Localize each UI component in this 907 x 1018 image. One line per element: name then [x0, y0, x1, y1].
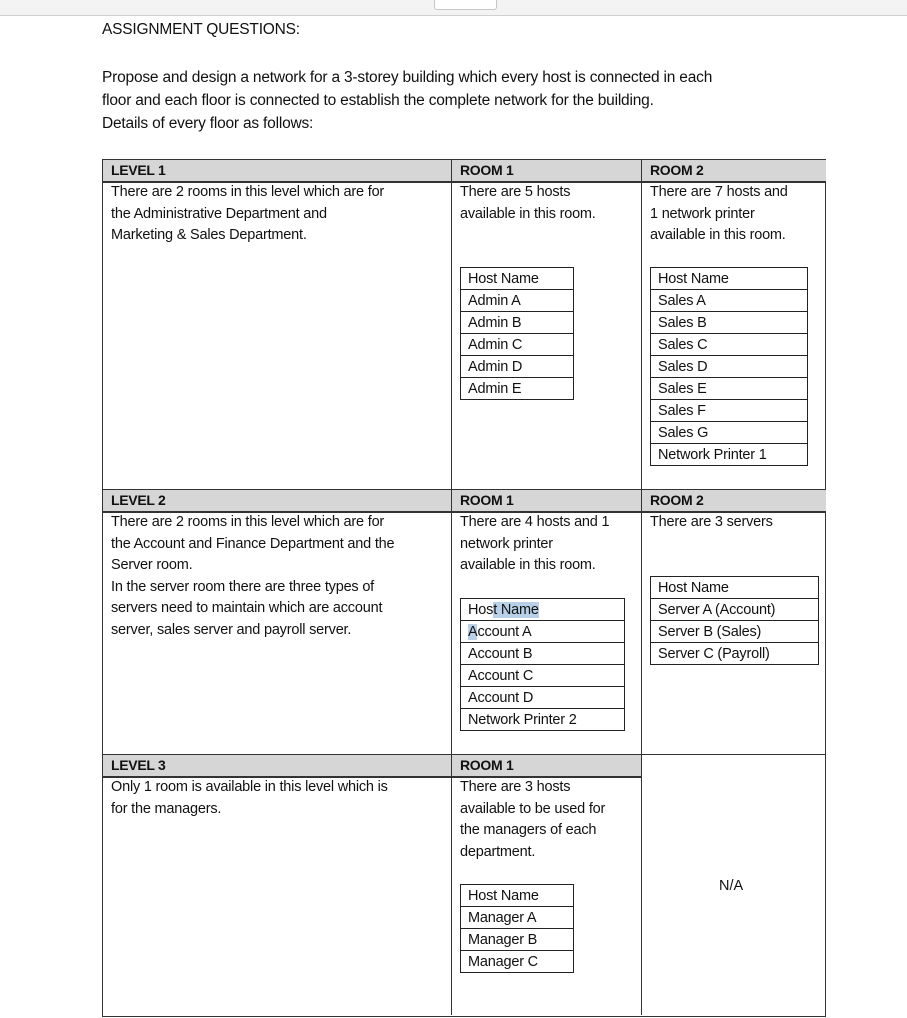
host-table-header: Host Name	[461, 885, 574, 907]
host-cell: Sales C	[651, 334, 808, 356]
page-heading: ASSIGNMENT QUESTIONS:	[102, 21, 300, 38]
host-cell: Account A	[461, 621, 625, 643]
host-cell: Admin B	[461, 312, 574, 334]
intro-line: floor and each floor is connected to establish the complete network for the building.	[102, 92, 654, 109]
host-cell: Manager B	[461, 929, 574, 951]
text-selection[interactable]: A	[468, 623, 478, 640]
host-cell: Server B (Sales)	[651, 621, 819, 643]
host-cell: Sales D	[651, 356, 808, 378]
host-cell: Network Printer 2	[461, 709, 625, 731]
level-1-room-2-header: ROOM 2	[642, 160, 826, 181]
level-1-room-2-description: There are 7 hosts and 1 network printer available in this room.	[650, 184, 788, 243]
host-cell: Server C (Payroll)	[651, 643, 819, 665]
host-cell: Server A (Account)	[651, 599, 819, 621]
level-3-room-1-description: There are 3 hosts available to be used for the managers of each department.	[460, 779, 606, 860]
intro-line: Propose and design a network for a 3-storey building which every host is connected in each	[102, 69, 713, 86]
host-cell: Network Printer 1	[651, 444, 808, 466]
host-cell: Account D	[461, 687, 625, 709]
level-3-room-1-header: ROOM 1	[452, 755, 641, 776]
toolbar-tab[interactable]	[434, 0, 497, 10]
level-2-room-1-header: ROOM 1	[452, 490, 641, 511]
level-2-header: LEVEL 2	[103, 490, 451, 511]
level-2-room-2-header: ROOM 2	[642, 490, 826, 511]
host-cell: Manager C	[461, 951, 574, 973]
level-3-room-2-na: N/A	[719, 878, 744, 894]
level-1-description: There are 2 rooms in this level which are for the Administrative Department and Marketing & Sales Department.	[111, 184, 385, 243]
host-cell: Sales E	[651, 378, 808, 400]
level-2-description: There are 2 rooms in this level which are for the Account and Finance Department and the Server room. In the server room there are three types of servers need to maintain which are account server, sales server and payroll server.	[111, 514, 395, 638]
host-table-header: Host Name	[651, 577, 819, 599]
level-1-room-1-description: There are 5 hosts available in this room.	[460, 184, 596, 222]
host-cell: Sales A	[651, 290, 808, 312]
level-2-room-1-description: There are 4 hosts and 1 network printer available in this room.	[460, 514, 610, 573]
level-1-header: LEVEL 1	[103, 160, 451, 181]
host-cell: Sales F	[651, 400, 808, 422]
host-cell: Admin D	[461, 356, 574, 378]
floor-details-table	[102, 159, 826, 1017]
host-cell: Manager A	[461, 907, 574, 929]
host-cell: Admin A	[461, 290, 574, 312]
server-host-table	[650, 576, 819, 665]
level-3-description: Only 1 room is available in this level which is for the managers.	[111, 779, 388, 817]
host-cell: Sales B	[651, 312, 808, 334]
manager-host-table	[460, 884, 574, 973]
text-selection[interactable]: t Name	[493, 601, 539, 618]
sales-host-table	[650, 267, 808, 466]
admin-host-table	[460, 267, 574, 400]
column-divider	[451, 160, 453, 1015]
level-2-room-2-description: There are 3 servers	[650, 514, 773, 530]
host-cell: Account C	[461, 665, 625, 687]
level-1-room-1-header: ROOM 1	[452, 160, 641, 181]
host-cell: Account B	[461, 643, 625, 665]
host-table-header: Host Name	[461, 268, 574, 290]
intro-paragraph	[102, 66, 842, 135]
intro-line: Details of every floor as follows:	[102, 115, 314, 132]
host-cell: Admin E	[461, 378, 574, 400]
host-table-header: Host Name	[461, 599, 625, 621]
level-3-header: LEVEL 3	[103, 755, 451, 776]
host-cell: Sales G	[651, 422, 808, 444]
column-divider	[641, 160, 643, 1015]
host-cell: Admin C	[461, 334, 574, 356]
host-table-header: Host Name	[651, 268, 808, 290]
account-host-table	[460, 598, 625, 731]
viewer-toolbar	[0, 0, 907, 16]
